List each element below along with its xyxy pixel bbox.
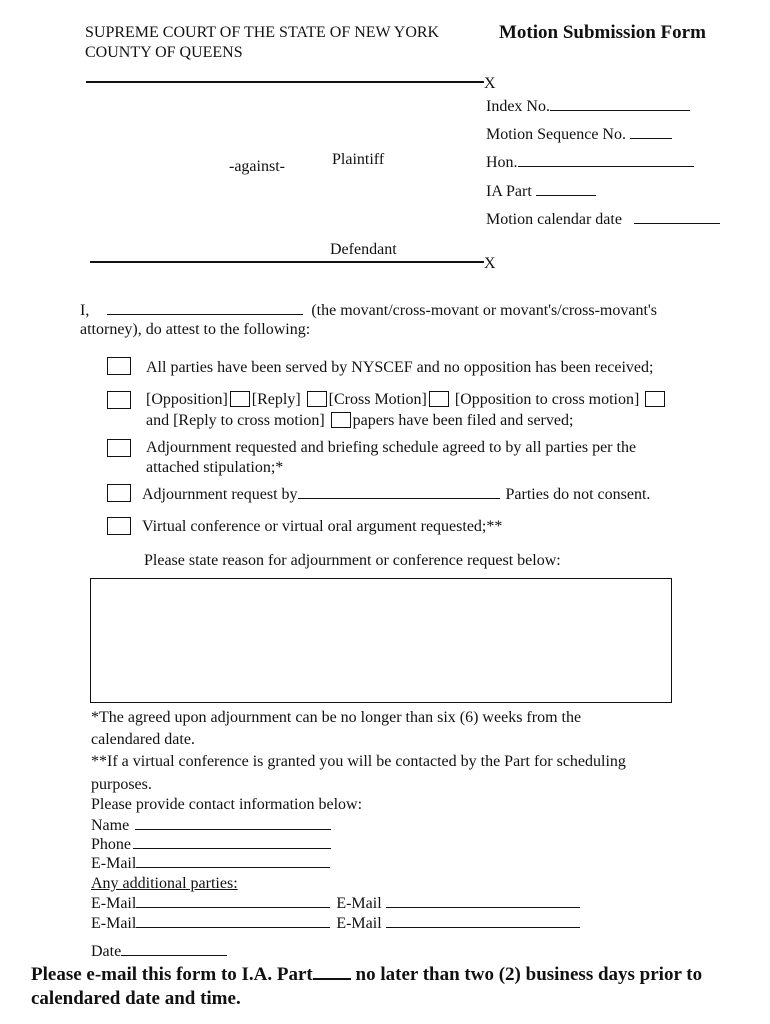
option-virtual-conference-label: Virtual conference or virtual oral argument requested;**: [142, 518, 503, 535]
contact-name-line[interactable]: [135, 815, 331, 830]
calendar-date-line[interactable]: [634, 209, 720, 224]
checkbox-reply-cross[interactable]: [645, 391, 665, 407]
contact-email-label: E-Mail: [91, 855, 137, 872]
hon-field[interactable]: [486, 152, 694, 172]
reason-prompt: Please state reason for adjournment or conference request below:: [144, 552, 561, 569]
option-papers-filed-line2: [146, 411, 573, 430]
contact-email-line[interactable]: [136, 853, 330, 868]
hon-label: Hon.: [486, 154, 518, 171]
ia-part-line[interactable]: [536, 181, 596, 196]
plaintiff-label: Plaintiff: [332, 151, 385, 168]
checkbox-papers-filed[interactable]: [107, 391, 131, 409]
additional-email-label-2a: E-Mail: [91, 915, 137, 932]
contact-email-row: [91, 853, 330, 873]
adjournment-requester-line[interactable]: [298, 484, 500, 499]
form-title: Motion Submission Form: [499, 22, 706, 43]
additional-email-line-2b[interactable]: [386, 913, 580, 928]
checkbox-no-opposition[interactable]: [107, 357, 131, 375]
footer-line1-a: Please e-mail this form to I.A. Part: [31, 964, 313, 985]
contact-heading: Please provide contact information below:: [91, 796, 363, 813]
checkbox-adjournment-agreed[interactable]: [107, 439, 131, 457]
note-virtual-line1: **If a virtual conference is granted you will be contacted by the Part for scheduling: [91, 753, 626, 770]
option-adjournment-agreed-line1: Adjournment requested and briefing schedule agreed to by all parties per the: [146, 439, 637, 456]
attest-suffix: (the movant/cross-movant or movant's/cross-movant's: [311, 302, 658, 319]
footer-part-line[interactable]: [313, 960, 351, 980]
date-line[interactable]: [121, 941, 227, 956]
contact-name-row: [91, 815, 331, 835]
calendar-date-field[interactable]: [486, 209, 720, 229]
defendant-label: Defendant: [330, 241, 397, 258]
reply-label: [Reply]: [251, 391, 301, 408]
caption-x-bottom: X: [484, 255, 496, 272]
additional-email-row-2: [91, 913, 580, 933]
option-no-opposition-label: All parties have been served by NYSCEF and no opposition has been received;: [146, 359, 654, 376]
contact-name-label: Name: [91, 817, 130, 834]
reply-cross-label: and [Reply to cross motion]: [146, 412, 325, 429]
checkbox-papers-served[interactable]: [331, 412, 351, 428]
attester-name-line[interactable]: [107, 300, 303, 315]
option-adjournment-agreed-line2: attached stipulation;*: [146, 459, 284, 476]
additional-email-label-1a: E-Mail: [91, 895, 137, 912]
against-label: -against-: [229, 158, 285, 175]
reason-box[interactable]: [90, 578, 672, 703]
attest-line: [80, 300, 657, 320]
additional-email-label-1b: E-Mail: [336, 895, 382, 912]
checkbox-adjournment-request[interactable]: [107, 484, 131, 502]
papers-served-label: papers have been filed and served;: [352, 412, 574, 429]
court-county: COUNTY OF QUEENS: [85, 44, 243, 61]
checkbox-cross-motion[interactable]: [307, 391, 327, 407]
option-papers-filed-line1: [146, 390, 667, 409]
index-no-line[interactable]: [550, 96, 690, 111]
opposition-cross-label: [Opposition to cross motion]: [454, 391, 640, 408]
motion-seq-line[interactable]: [630, 124, 672, 139]
hon-line[interactable]: [518, 152, 694, 167]
footer-line1-b: no later than two (2) business days prior to: [355, 964, 703, 985]
checkbox-opposition-cross[interactable]: [429, 391, 449, 407]
ia-part-label: IA Part: [486, 183, 532, 200]
ia-part-field[interactable]: [486, 181, 596, 201]
note-virtual-line2: purposes.: [91, 776, 152, 793]
no-consent-label: Parties do not consent.: [505, 486, 651, 503]
footer-line1: [31, 960, 751, 987]
motion-seq-field[interactable]: [486, 124, 672, 144]
caption-x-top: X: [484, 75, 496, 92]
date-row: [91, 941, 227, 961]
contact-phone-label: Phone: [91, 836, 131, 853]
caption-top-rule: [86, 81, 484, 83]
reason-textarea[interactable]: [91, 579, 671, 702]
additional-email-label-2b: E-Mail: [336, 915, 382, 932]
additional-email-line-1a[interactable]: [136, 893, 330, 908]
option-adjournment-request: [142, 484, 650, 504]
note-adjournment-line1: *The agreed upon adjournment can be no longer than six (6) weeks from the: [91, 709, 582, 726]
motion-seq-label: Motion Sequence No.: [486, 126, 626, 143]
additional-email-row-1: [91, 893, 580, 913]
cross-motion-label: [Cross Motion]: [328, 391, 427, 408]
contact-phone-row: [91, 834, 331, 854]
attest-line-2: attorney), do attest to the following:: [80, 321, 311, 338]
additional-email-line-2a[interactable]: [136, 913, 330, 928]
date-label: Date: [91, 943, 122, 960]
court-name: SUPREME COURT OF THE STATE OF NEW YORK: [85, 24, 440, 41]
additional-parties-heading: Any additional parties:: [91, 875, 238, 892]
footer-instructions: [31, 960, 751, 1011]
checkbox-reply[interactable]: [230, 391, 250, 407]
checkbox-virtual-conference[interactable]: [107, 517, 131, 535]
adjournment-request-label: Adjournment request by: [142, 486, 298, 503]
caption-bottom-rule: [90, 261, 484, 263]
contact-phone-line[interactable]: [133, 834, 331, 849]
index-no-label: Index No.: [486, 98, 550, 115]
opposition-label: [Opposition]: [146, 391, 228, 408]
footer-line2: calendared date and time.: [31, 988, 241, 1009]
note-adjournment-line2: calendared date.: [91, 731, 195, 748]
index-no-field[interactable]: [486, 96, 690, 116]
attest-prefix: I,: [80, 302, 90, 319]
additional-email-line-1b[interactable]: [386, 893, 580, 908]
calendar-date-label: Motion calendar date: [486, 211, 622, 228]
